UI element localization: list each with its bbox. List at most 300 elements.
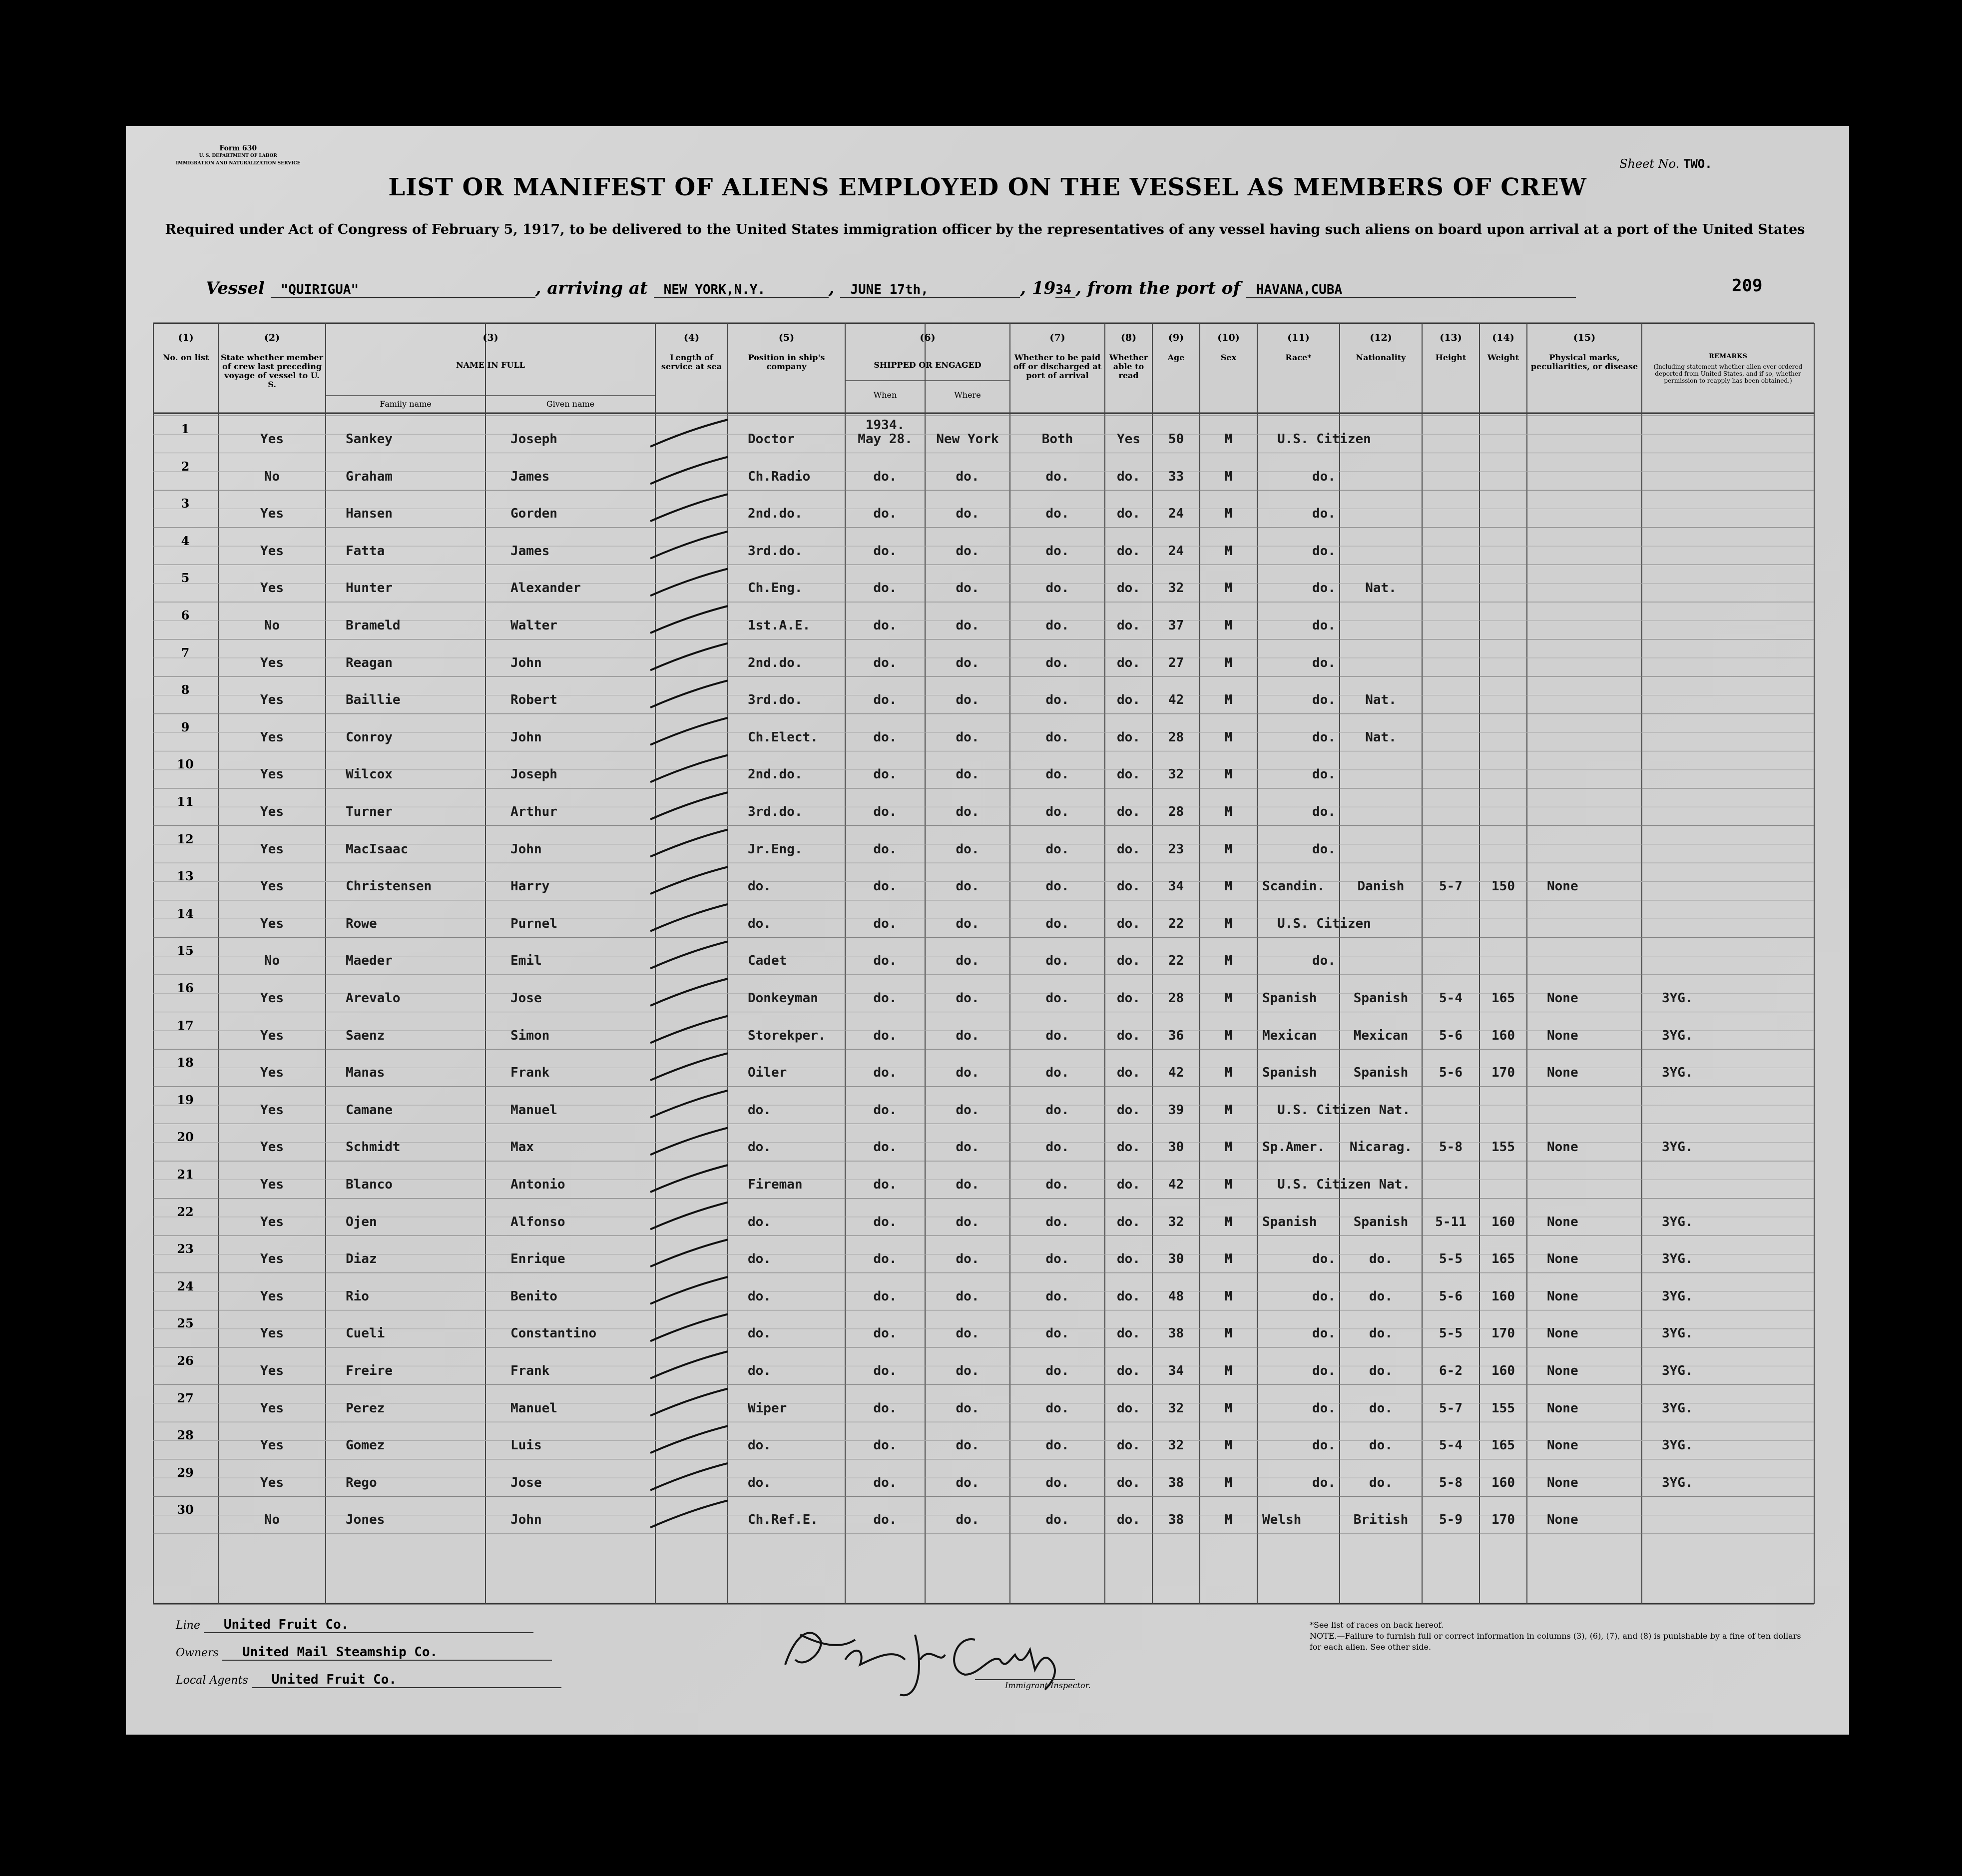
paid-off: Both <box>1041 432 1073 447</box>
column-header-c3: NAME IN FULL <box>456 360 525 370</box>
able-to-read: do. <box>1117 1251 1140 1267</box>
given-name: Alfonso <box>510 1214 565 1230</box>
weight: 160 <box>1491 1214 1515 1230</box>
column-number-c2: (2) <box>264 332 280 343</box>
paid-off: do. <box>1045 1438 1069 1453</box>
shipped-where: do. <box>956 804 980 819</box>
able-to-read: do. <box>1117 1028 1140 1043</box>
service-length-mark <box>650 1389 728 1416</box>
footer-agents <box>176 1672 561 1688</box>
shipped-when: do. <box>873 506 897 522</box>
sex: M <box>1224 767 1233 782</box>
height: 5-4 <box>1439 991 1463 1006</box>
race: do. <box>1312 1438 1336 1453</box>
row-number: 17 <box>177 1018 194 1033</box>
sex: M <box>1224 879 1233 894</box>
paid-off: do. <box>1045 1512 1069 1528</box>
previous-voyage: Yes <box>260 841 284 857</box>
arrival-date: JUNE 17th, <box>840 282 1020 298</box>
shipped-where: do. <box>956 1140 980 1155</box>
age: 30 <box>1168 1251 1184 1267</box>
service-length-mark <box>650 979 728 1006</box>
column-number-c12: (12) <box>1370 332 1392 343</box>
height: 5-4 <box>1439 1438 1463 1453</box>
service-length-mark <box>650 1500 728 1527</box>
able-to-read: do. <box>1117 1438 1140 1453</box>
service-length-mark <box>650 494 728 521</box>
family-name: Reagan <box>346 655 393 670</box>
weight: 160 <box>1491 1288 1515 1304</box>
service-length-mark <box>650 1016 728 1043</box>
row-number: 24 <box>177 1278 194 1293</box>
sex: M <box>1224 1438 1233 1453</box>
able-to-read: do. <box>1117 1177 1140 1192</box>
service-length-mark <box>650 606 728 633</box>
weight: 170 <box>1491 1065 1515 1081</box>
physical-marks: None <box>1547 879 1578 894</box>
shipped-where: do. <box>956 729 980 745</box>
race: do. <box>1312 655 1336 670</box>
service-length-mark <box>650 1203 728 1230</box>
year-prefix: , 19 <box>1020 278 1056 298</box>
paid-off: do. <box>1045 916 1069 931</box>
given-name: Jose <box>510 991 542 1006</box>
sex: M <box>1224 729 1233 745</box>
shipped-when: do. <box>873 1326 897 1341</box>
given-name: John <box>510 1512 542 1528</box>
races-note: *See list of races on back hereof. <box>1310 1620 1444 1630</box>
paid-off: do. <box>1045 655 1069 670</box>
age: 37 <box>1168 618 1184 633</box>
family-name: Rio <box>346 1288 369 1304</box>
weight: 160 <box>1491 1475 1515 1490</box>
sex: M <box>1224 991 1233 1006</box>
previous-voyage: Yes <box>260 1326 284 1341</box>
remarks: 3YG. <box>1662 1400 1693 1416</box>
row-number: 3 <box>181 496 190 511</box>
able-to-read: do. <box>1117 1475 1140 1490</box>
position: Jr.Eng. <box>748 841 803 857</box>
line-value: United Fruit Co. <box>204 1617 533 1633</box>
shipped-where: do. <box>956 1177 980 1192</box>
position: do. <box>748 1288 771 1304</box>
service-length-mark <box>650 1351 728 1378</box>
column-number-c6: (6) <box>920 332 936 343</box>
given-name: Arthur <box>510 804 557 819</box>
paid-off: do. <box>1045 1214 1069 1230</box>
sex: M <box>1224 1326 1233 1341</box>
family-name: Turner <box>346 804 393 819</box>
column-header-c2: State whether member of crew last preceding voyage of vessel to U. S. <box>220 353 324 389</box>
vessel-line: Vessel "QUIRIGUA" , arriving at NEW YORK,N.Y. , JUNE 17th, , 1934 , from the port of HAVANA,CUBA <box>206 278 1576 298</box>
arriving-label: , arriving at <box>535 278 648 298</box>
service-length-mark <box>650 1128 728 1155</box>
given-name: Luis <box>510 1438 542 1453</box>
given-name: James <box>510 469 550 484</box>
previous-voyage: Yes <box>260 692 284 708</box>
sex: M <box>1224 1251 1233 1267</box>
able-to-read: do. <box>1117 543 1140 559</box>
nationality: Nat. <box>1365 692 1397 708</box>
able-to-read: do. <box>1117 1140 1140 1155</box>
paid-off: do. <box>1045 1475 1069 1490</box>
service-length-mark <box>650 532 728 559</box>
column-number-c10: (10) <box>1217 332 1240 343</box>
position: Donkeyman <box>748 991 818 1006</box>
row-number: 1 <box>181 422 190 436</box>
height: 5-6 <box>1439 1028 1463 1043</box>
shipped-where: do. <box>956 506 980 522</box>
age: 32 <box>1168 1400 1184 1416</box>
column-header-c11: Race* <box>1285 353 1312 362</box>
service-length-mark <box>650 1053 728 1080</box>
position: Oiler <box>748 1065 787 1081</box>
weight: 165 <box>1491 1251 1515 1267</box>
previous-voyage: Yes <box>260 879 284 894</box>
family-name: Sankey <box>346 432 393 447</box>
previous-voyage: No <box>264 1512 280 1528</box>
race: Spanish <box>1262 1214 1317 1230</box>
family-name: Rego <box>346 1475 377 1490</box>
shipped-when: do. <box>873 1251 897 1267</box>
given-name: Frank <box>510 1065 550 1081</box>
race: do. <box>1312 469 1336 484</box>
height: 5-8 <box>1439 1140 1463 1155</box>
year-shipped: 1934. <box>865 418 905 433</box>
age: 42 <box>1168 692 1184 708</box>
shipped-where: do. <box>956 767 980 782</box>
shipped-when: do. <box>873 1288 897 1304</box>
family-name: Hunter <box>346 581 393 596</box>
family-name: Baillie <box>346 692 401 708</box>
age: 38 <box>1168 1326 1184 1341</box>
shipped-when: do. <box>873 543 897 559</box>
shipped-when: do. <box>873 1214 897 1230</box>
paid-off: do. <box>1045 1251 1069 1267</box>
previous-voyage: No <box>264 618 280 633</box>
sex: M <box>1224 469 1233 484</box>
position: 2nd.do. <box>748 655 803 670</box>
owners-label: Owners <box>176 1647 219 1659</box>
shipped-where: do. <box>956 1102 980 1118</box>
remarks: 3YG. <box>1662 1475 1693 1490</box>
service-length-mark <box>650 1314 728 1341</box>
position: do. <box>748 1102 771 1118</box>
previous-voyage: Yes <box>260 1363 284 1378</box>
family-name: Manas <box>346 1065 385 1081</box>
shipped-where: do. <box>956 1512 980 1528</box>
previous-voyage: Yes <box>260 767 284 782</box>
height: 5-5 <box>1439 1326 1463 1341</box>
column-header-c8: Whether able to read <box>1109 353 1148 380</box>
paid-off: do. <box>1045 1177 1069 1192</box>
page-subtitle: Required under Act of Congress of February 5, 1917, to be delivered to the United States immigration officer by the representatives of any vessel having such aliens on board upon arrival at a port of the United States <box>165 222 1805 237</box>
race: Welsh <box>1262 1512 1302 1528</box>
paid-off: do. <box>1045 1028 1069 1043</box>
able-to-read: do. <box>1117 729 1140 745</box>
age: 22 <box>1168 953 1184 969</box>
able-to-read: do. <box>1117 1400 1140 1416</box>
column-number-c7: (7) <box>1049 332 1065 343</box>
shipped-when: do. <box>873 991 897 1006</box>
nationality: Spanish <box>1353 1214 1409 1230</box>
position: Cadet <box>748 953 787 969</box>
age: 24 <box>1168 506 1184 522</box>
position: Ch.Radio <box>748 469 811 484</box>
row-number: 30 <box>177 1502 194 1517</box>
weight: 155 <box>1491 1400 1515 1416</box>
given-name: Enrique <box>510 1251 565 1267</box>
physical-marks: None <box>1547 1326 1578 1341</box>
sex: M <box>1224 841 1233 857</box>
service-length-mark <box>650 867 728 894</box>
race: do. <box>1312 506 1336 522</box>
age: 36 <box>1168 1028 1184 1043</box>
family-name: Wilcox <box>346 767 393 782</box>
paid-off: do. <box>1045 953 1069 969</box>
when-header: When <box>873 390 897 400</box>
given-name: Manuel <box>510 1102 557 1118</box>
race: U.S. Citizen Nat. <box>1277 1177 1411 1192</box>
height: 5-8 <box>1439 1475 1463 1490</box>
shipped-when: do. <box>873 1438 897 1453</box>
given-name: Manuel <box>510 1400 557 1416</box>
age: 50 <box>1168 432 1184 447</box>
remarks: 3YG. <box>1662 1140 1693 1155</box>
sex: M <box>1224 1028 1233 1043</box>
sex: M <box>1224 1140 1233 1155</box>
row-number: 28 <box>177 1428 194 1443</box>
paid-off: do. <box>1045 804 1069 819</box>
column-header-c13: Height <box>1435 353 1467 362</box>
able-to-read: do. <box>1117 655 1140 670</box>
physical-marks: None <box>1547 1475 1578 1490</box>
position: do. <box>748 1475 771 1490</box>
sex: M <box>1224 432 1233 447</box>
row-number: 7 <box>181 645 190 660</box>
row-number: 21 <box>177 1167 194 1182</box>
column-number-c4: (4) <box>683 332 700 343</box>
able-to-read: do. <box>1117 581 1140 596</box>
race: do. <box>1312 543 1336 559</box>
given-name: Joseph <box>510 767 557 782</box>
previous-voyage: Yes <box>260 655 284 670</box>
previous-voyage: Yes <box>260 1140 284 1155</box>
physical-marks: None <box>1547 1438 1578 1453</box>
weight: 150 <box>1491 879 1515 894</box>
column-header-c6: SHIPPED OR ENGAGED <box>874 360 981 370</box>
height: 5-9 <box>1439 1512 1463 1528</box>
given-name: Simon <box>510 1028 550 1043</box>
service-length-mark <box>650 830 728 857</box>
remarks-subheader: (Including statement whether alien ever ordered deported from United States, and if so, whether permission to reapply has been obtained.) <box>1653 363 1803 384</box>
service-length-mark <box>650 1240 728 1266</box>
position: do. <box>748 1438 771 1453</box>
row-number: 29 <box>177 1465 194 1480</box>
age: 27 <box>1168 655 1184 670</box>
sex: M <box>1224 1400 1233 1416</box>
remarks: 3YG. <box>1662 1363 1693 1378</box>
able-to-read: do. <box>1117 1102 1140 1118</box>
position: do. <box>748 879 771 894</box>
race: do. <box>1312 804 1336 819</box>
shipped-where: do. <box>956 1363 980 1378</box>
family-name: Jones <box>346 1512 385 1528</box>
column-header-c1: No. on list <box>162 353 209 362</box>
row-number: 18 <box>177 1055 194 1070</box>
weight: 165 <box>1491 1438 1515 1453</box>
position: Ch.Elect. <box>748 729 818 745</box>
shipped-when: do. <box>873 916 897 931</box>
nationality: Nicarag. <box>1349 1140 1413 1155</box>
family-name: Rowe <box>346 916 377 931</box>
service-length-mark <box>650 904 728 931</box>
previous-voyage: Yes <box>260 1400 284 1416</box>
race: do. <box>1312 1400 1336 1416</box>
remarks: 3YG. <box>1662 1028 1693 1043</box>
family-name: Schmidt <box>346 1140 401 1155</box>
column-number-c11: (11) <box>1287 332 1310 343</box>
nationality: British <box>1353 1512 1409 1528</box>
given-name: Benito <box>510 1288 557 1304</box>
shipped-where: do. <box>956 1475 980 1490</box>
height: 5-11 <box>1435 1214 1467 1230</box>
row-number: 6 <box>181 608 190 623</box>
nationality: Spanish <box>1353 991 1409 1006</box>
row-number: 15 <box>177 943 194 958</box>
nationality: do. <box>1369 1326 1393 1341</box>
shipped-where: do. <box>956 1326 980 1341</box>
position: do. <box>748 1251 771 1267</box>
shipped-where: do. <box>956 1438 980 1453</box>
paid-off: do. <box>1045 1102 1069 1118</box>
previous-voyage: Yes <box>260 1102 284 1118</box>
row-number: 8 <box>181 682 190 697</box>
given-name: Robert <box>510 692 557 708</box>
service-length-mark <box>650 1091 728 1118</box>
remarks: 3YG. <box>1662 1326 1693 1341</box>
sex: M <box>1224 1475 1233 1490</box>
paid-off: do. <box>1045 506 1069 522</box>
age: 32 <box>1168 1214 1184 1230</box>
able-to-read: do. <box>1117 841 1140 857</box>
given-name-header: Given name <box>546 399 595 409</box>
age: 24 <box>1168 543 1184 559</box>
shipped-when: do. <box>873 618 897 633</box>
race: do. <box>1312 1475 1336 1490</box>
shipped-where: do. <box>956 1400 980 1416</box>
position: 1st.A.E. <box>748 618 811 633</box>
family-name: Fatta <box>346 543 385 559</box>
shipped-where: do. <box>956 543 980 559</box>
column-number-c13: (13) <box>1440 332 1462 343</box>
column-number-c15: (15) <box>1573 332 1596 343</box>
line-label: Line <box>176 1619 200 1632</box>
able-to-read: do. <box>1117 692 1140 708</box>
given-name: Max <box>510 1140 534 1155</box>
service-length-mark <box>650 792 728 819</box>
race: do. <box>1312 841 1336 857</box>
row-number: 26 <box>177 1353 194 1368</box>
position: do. <box>748 1214 771 1230</box>
age: 42 <box>1168 1177 1184 1192</box>
shipped-when: do. <box>873 1400 897 1416</box>
shipped-where: do. <box>956 841 980 857</box>
weight: 155 <box>1491 1140 1515 1155</box>
weight: 170 <box>1491 1512 1515 1528</box>
previous-voyage: Yes <box>260 729 284 745</box>
race: do. <box>1312 953 1336 969</box>
shipped-when: do. <box>873 692 897 708</box>
row-number: 22 <box>177 1204 194 1219</box>
penalty-note: NOTE.—Failure to furnish full or correct information in columns (3), (6), (7), and (8) is punishable by a fine of ten dollars for each alien. See other side. <box>1310 1631 1801 1652</box>
weight: 165 <box>1491 991 1515 1006</box>
paid-off: do. <box>1045 1065 1069 1081</box>
vessel-label: Vessel <box>206 278 265 298</box>
age: 32 <box>1168 1438 1184 1453</box>
paid-off: do. <box>1045 729 1069 745</box>
family-name: Arevalo <box>346 991 401 1006</box>
row-number: 12 <box>177 831 194 846</box>
previous-voyage: Yes <box>260 1251 284 1267</box>
family-name: Graham <box>346 469 393 484</box>
shipped-where: do. <box>956 618 980 633</box>
age: 30 <box>1168 1140 1184 1155</box>
column-header-c4: Length of service at sea <box>661 353 722 371</box>
owners-value: United Mail Steamship Co. <box>222 1645 552 1661</box>
given-name: John <box>510 841 542 857</box>
position: Storekper. <box>748 1028 826 1043</box>
physical-marks: None <box>1547 1065 1578 1081</box>
family-name: Maeder <box>346 953 393 969</box>
position: Fireman <box>748 1177 803 1192</box>
column-number-c8: (8) <box>1120 332 1137 343</box>
column-number-c14: (14) <box>1492 332 1514 343</box>
given-name: Antonio <box>510 1177 565 1192</box>
shipped-when: do. <box>873 953 897 969</box>
footer-notes <box>1310 1620 1809 1653</box>
physical-marks: None <box>1547 1214 1578 1230</box>
paid-off: do. <box>1045 879 1069 894</box>
sex: M <box>1224 1363 1233 1378</box>
previous-voyage: Yes <box>260 543 284 559</box>
position: Ch.Eng. <box>748 581 803 596</box>
shipped-when: do. <box>873 1177 897 1192</box>
row-number: 23 <box>177 1242 194 1256</box>
able-to-read: Yes <box>1117 432 1140 447</box>
family-name: Cueli <box>346 1326 385 1341</box>
paid-off: do. <box>1045 692 1069 708</box>
shipped-when: do. <box>873 1028 897 1043</box>
footer-line <box>176 1617 533 1633</box>
family-name: Saenz <box>346 1028 385 1043</box>
family-name: Diaz <box>346 1251 377 1267</box>
given-name: Alexander <box>510 581 581 596</box>
service-length-mark <box>650 1463 728 1490</box>
row-number: 19 <box>177 1092 194 1107</box>
paid-off: do. <box>1045 1326 1069 1341</box>
race: Sp.Amer. <box>1262 1140 1325 1155</box>
agents-value: United Fruit Co. <box>252 1672 561 1688</box>
position: Doctor <box>748 432 795 447</box>
shipped-where: do. <box>956 879 980 894</box>
age: 38 <box>1168 1512 1184 1528</box>
age: 34 <box>1168 879 1184 894</box>
sheet-number-value: TWO. <box>1683 157 1712 171</box>
paid-off: do. <box>1045 767 1069 782</box>
agents-label: Local Agents <box>176 1674 248 1687</box>
column-number-c5: (5) <box>778 332 795 343</box>
